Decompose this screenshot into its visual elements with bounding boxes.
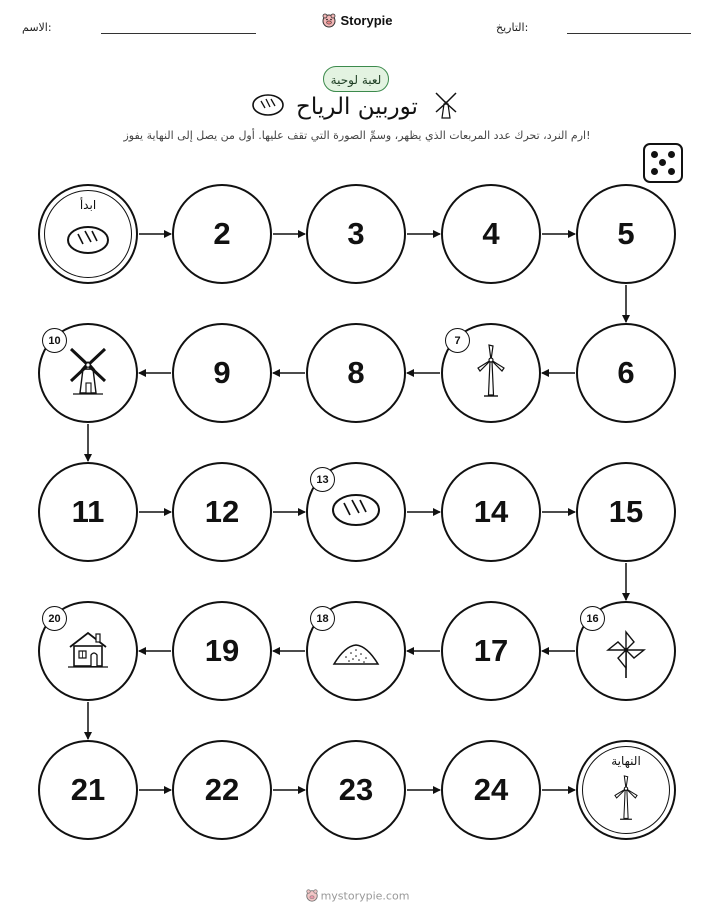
board-square-8: 8 (306, 323, 406, 423)
finish-label: النهاية (611, 754, 641, 768)
board-square-4: 4 (441, 184, 541, 284)
square-number-tag: 13 (310, 467, 335, 492)
square-number-tag: 7 (445, 328, 470, 353)
board-square-6: 6 (576, 323, 676, 423)
footer (0, 888, 714, 905)
game-type-badge: لعبة لوحية (323, 66, 389, 92)
square-number-tag: 20 (42, 606, 67, 631)
flour-pile-icon (331, 642, 381, 672)
board-square-9: 9 (172, 323, 272, 423)
board-square-23: 23 (306, 740, 406, 840)
date-label: التاريخ: (496, 21, 529, 34)
house-icon (66, 629, 110, 673)
board-square-11: 11 (38, 462, 138, 562)
board-square-22: 22 (172, 740, 272, 840)
footer-url[interactable]: mystorypie.com (320, 889, 410, 903)
board-square-2: 2 (172, 184, 272, 284)
name-label: الاسم: (22, 21, 52, 34)
square-number-tag: 16 (580, 606, 605, 631)
board-square-19: 19 (172, 601, 272, 701)
board-square-18 (306, 601, 406, 701)
board-square-24: 24 (441, 740, 541, 840)
square-number-tag: 10 (42, 328, 67, 353)
board-square-13 (306, 462, 406, 562)
pig-mascot-icon (305, 888, 319, 905)
board-square-10 (38, 323, 138, 423)
bread-icon (65, 223, 111, 261)
brand-name: Storypie (340, 12, 393, 28)
board-square-16 (576, 601, 676, 701)
board-square-21: 21 (38, 740, 138, 840)
windmill-icon (65, 345, 111, 401)
square-number-tag: 18 (310, 606, 335, 631)
finish-square (576, 740, 676, 840)
board-square-20 (38, 601, 138, 701)
bread-icon (330, 491, 382, 533)
board-square-12: 12 (172, 462, 272, 562)
wind-turbine-icon (609, 773, 643, 827)
board-square-17: 17 (441, 601, 541, 701)
start-square (38, 184, 138, 284)
instructions: ارم النرد، تحرك عدد المربعات الذي يظهر، وسمِّ الصورة التي تقف عليها. أول من يصل إلى النهاية يفوز! (123, 129, 591, 142)
page-title: توربين الرياح (296, 94, 418, 120)
start-label: ابدأ (79, 198, 97, 212)
board-square-5: 5 (576, 184, 676, 284)
board-square-7 (441, 323, 541, 423)
board-square-3: 3 (306, 184, 406, 284)
board-square-15: 15 (576, 462, 676, 562)
pinwheel-icon (604, 628, 648, 684)
wind-turbine-icon (471, 343, 511, 403)
board-square-14: 14 (441, 462, 541, 562)
